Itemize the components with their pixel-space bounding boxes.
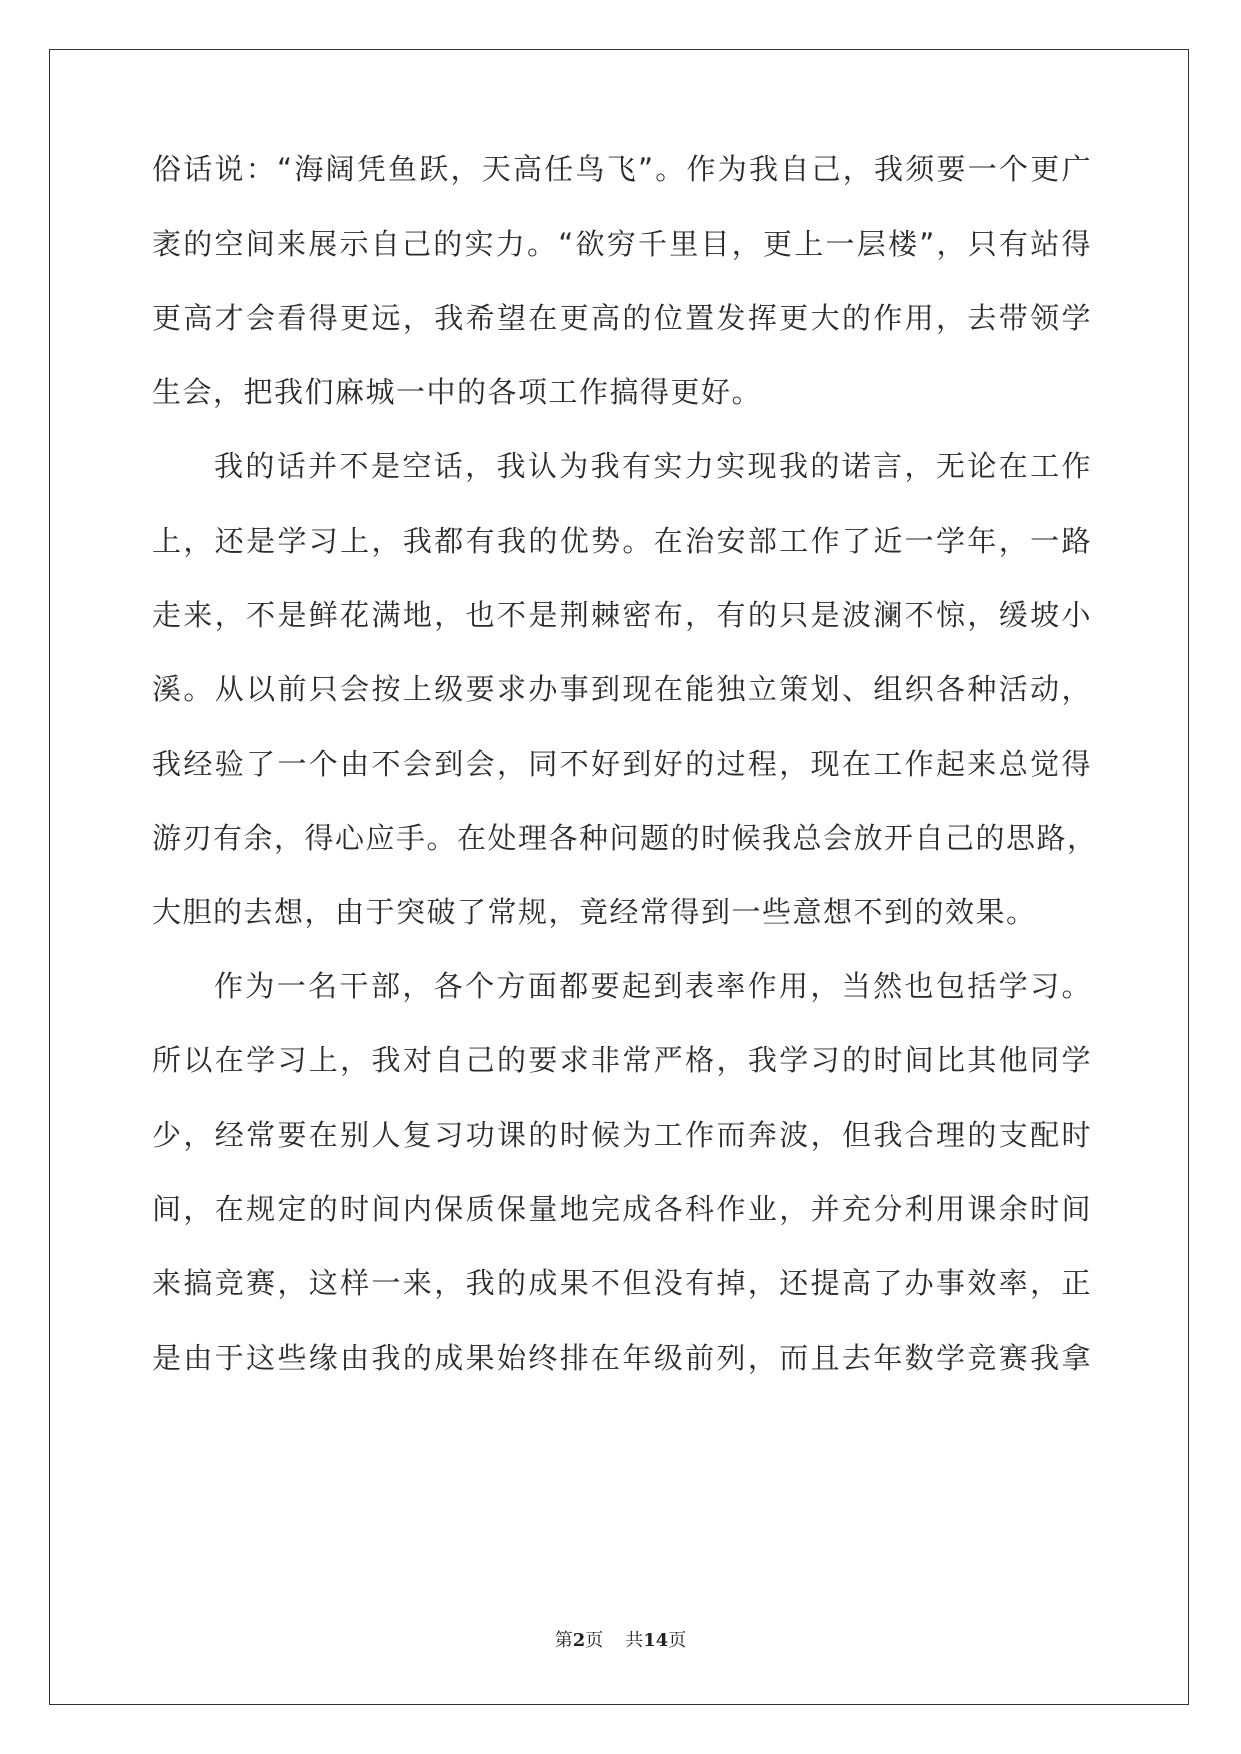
- text-line: 来搞竞赛，这样一来，我的成果不但没有掉，还提高了办事效率，正: [152, 1266, 1092, 1300]
- text-line: 我经验了一个由不会到会，同不好到好的过程，现在工作起来总觉得: [152, 747, 1092, 781]
- total-pages: 14: [643, 1630, 669, 1651]
- text-line: 上，还是学习上，我都有我的优势。在治安部工作了近一学年，一路: [152, 524, 1092, 558]
- text-line: 我的话并不是空话，我认为我有实力实现我的诺言，无论在工作: [214, 449, 1092, 483]
- text-line: 是由于这些缘由我的成果始终排在年级前列，而且去年数学竞赛我拿: [152, 1341, 1092, 1375]
- text-line: 少，经常要在别人复习功课的时候为工作而奔波，但我合理的支配时: [152, 1118, 1092, 1152]
- total-label-suffix: 页: [668, 1630, 687, 1651]
- text-line: 更高才会看得更远，我希望在更高的位置发挥更大的作用，去带领学: [152, 301, 1092, 335]
- text-line: 走来，不是鲜花满地，也不是荆棘密布，有的只是波澜不惊，缓坡小: [152, 598, 1092, 632]
- page-label-suffix: 页: [585, 1630, 604, 1651]
- page-label-prefix: 第: [554, 1630, 573, 1651]
- text-line: 袤的空间来展示自己的实力。“欲穷千里目，更上一层楼”，只有站得: [152, 227, 1092, 261]
- text-line: 生会，把我们麻城一中的各项工作搞得更好。: [152, 375, 763, 409]
- text-line: 所以在学习上，我对自己的要求非常严格，我学习的时间比其他同学: [152, 1043, 1092, 1077]
- text-line: 溪。从以前只会按上级要求办事到现在能独立策划、组织各种活动，: [152, 672, 1092, 706]
- text-line: 游刃有余，得心应手。在处理各种问题的时候我总会放开自己的思路，: [152, 821, 1098, 855]
- text-line: 作为一名干部，各个方面都要起到表率作用，当然也包括学习。: [214, 969, 1092, 1003]
- page-number: 2: [572, 1630, 586, 1651]
- total-label-prefix: 共: [625, 1630, 644, 1651]
- page-footer: [0, 1626, 1241, 1652]
- text-line: 俗话说：“海阔凭鱼跃，天高任鸟飞”。作为我自己，我须要一个更广: [152, 152, 1092, 186]
- text-line: 间，在规定的时间内保质保量地完成各科作业，并充分利用课余时间: [152, 1192, 1092, 1226]
- text-line: 大胆的去想，由于突破了常规，竟经常得到一些意想不到的效果。: [152, 895, 1037, 929]
